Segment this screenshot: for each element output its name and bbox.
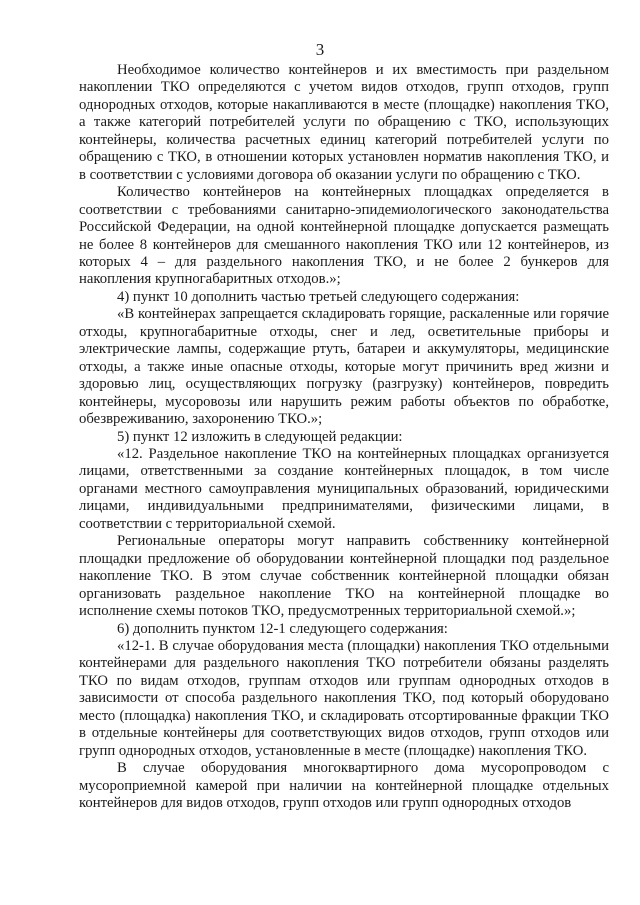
paragraph-container-count: Количество контейнеров на контейнерных площадках определяется в соответствии с требованиями санитарно-эпидемиологического законодательства Российской Федерации, на одной контейнерной площадке допускается размещать не более 8 контейнеров для смешанного накопления ТКО или 12 контейнеров, из которых 4 – для раздельного накопления ТКО, и не более 2 бункеров для накопления крупногабаритных отходов.»; — [79, 184, 609, 288]
page-number: 3 — [315, 40, 325, 59]
paragraph-item-6-intro: 6) дополнить пунктом 12-1 следующего содержания: — [117, 620, 448, 637]
paragraph-item-4-intro: 4) пункт 10 дополнить частью третьей следующего содержания: — [117, 288, 520, 305]
paragraph-container-capacity: Необходимое количество контейнеров и их вместимость при раздельном накоплении ТКО определяются с учетом видов отходов, групп отходов, групп однородных отходов, которые накапливаются в месте (площадке) накопления ТКО, а также категорий потребителей услуги по обращению с ТКО, использующих контейнеры, количества расчетных единиц категорий потребителей услуги по обращению с ТКО, в отношении которых установлен норматив накопления ТКО, и в соответствии с условиями договора об оказании услуги по обращению с ТКО. — [79, 62, 609, 183]
paragraph-item-12-text: «12. Раздельное накопление ТКО на контейнерных площадках организуется лицами, ответственными за создание контейнерных площадок, в том числе органами местного самоуправления муниципальных образований, юридическими лицами, индивидуальными предпринимателями, физическими лицами, в соответствии с территориальной схемой. — [79, 445, 609, 532]
paragraph-item-4-text: «В контейнерах запрещается складировать горящие, раскаленные или горячие отходы, крупногабаритные отходы, снег и лед, осветительные приборы и электрические лампы, содержащие ртуть, батареи и аккумуляторы, медицинские отходы, а также иные опасные отходы, которые могут причинить вред жизни и здоровью лиц, осуществляющих погрузку (разгрузку) контейнеров, повредить контейнеры, мусоровозы или нарушить режим работы объектов по обработке, обезвреживанию, захоронению ТКО.»; — [79, 306, 609, 428]
document-body — [79, 62, 609, 812]
paragraph-garbage-chute: В случае оборудования многоквартирного дома мусоропроводом с мусороприемной камерой при наличии на контейнерной площадке отдельных контейнеров для видов отходов, групп отходов или групп однородных отходов — [79, 760, 609, 812]
paragraph-regional-operators: Региональные операторы могут направить собственнику контейнерной площадки предложение об оборудовании контейнерной площадки под раздельное накопление ТКО. В этом случае собственник контейнерной площадки обязан организовать раздельное накопление ТКО на контейнерной площадке во исполнение схемы потоков ТКО, предусмотренных территориальной схемой.»; — [79, 533, 609, 620]
paragraph-item-5-intro: 5) пункт 12 изложить в следующей редакции: — [117, 428, 403, 445]
paragraph-item-12-1-text: «12-1. В случае оборудования места (площадки) накопления ТКО отдельными контейнерами для раздельного накопления ТКО потребители обязаны разделять ТКО по видам отходов, группам отходов или группам однородных отходов в зависимости от способа раздельного накопления ТКО, под который оборудовано место (площадка) накопления ТКО, и складировать отсортированные фракции ТКО в отдельные контейнеры для соответствующих видов отходов, групп отходов или групп однородных отходов, установленные в месте (площадке) накопления ТКО. — [79, 637, 609, 759]
